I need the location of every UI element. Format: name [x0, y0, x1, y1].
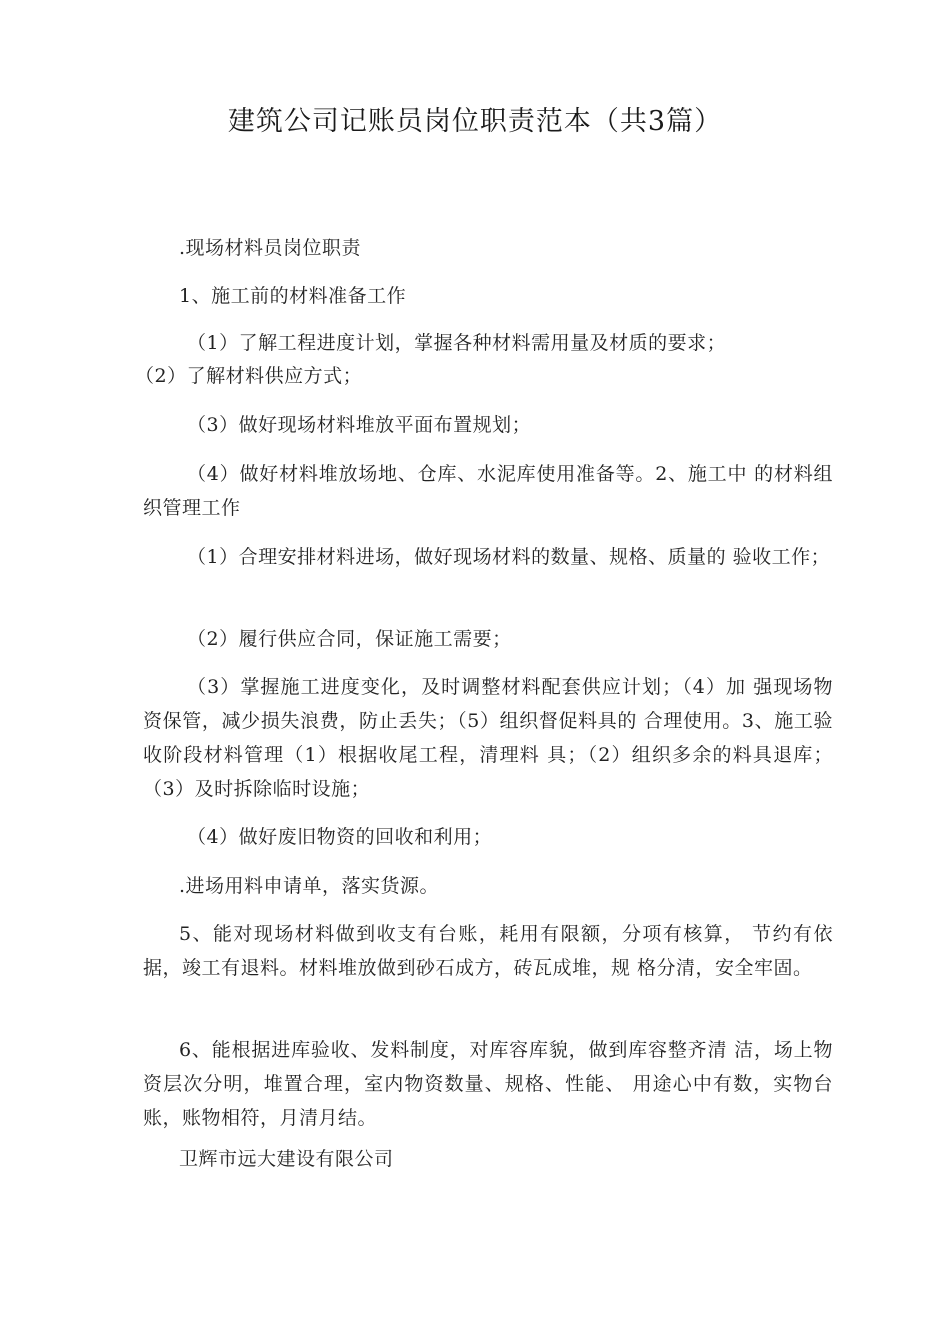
paragraph: .进场用料申请单，落实货源。 [179, 875, 440, 897]
paragraph: 5、能对现场材料做到收支有台账，耗用有限额，分项有核算， 节约有依据，竣工有退料。材料堆放做到砂石成方，砖瓦成堆，规 格分清，安全牢固。 [143, 923, 833, 979]
paragraph: 1、施工前的材料准备工作 [179, 285, 407, 307]
paragraph: （4）做好废旧物资的回收和利用； [187, 826, 493, 848]
paragraph: 6、能根据进库验收、发料制度，对库容库貌，做到库容整齐清 洁，场上物资层次分明，堆置合理，室内物资数量、规格、性能、 用途心中有数，实物台账，账物相符，月清月结。 [143, 1039, 833, 1129]
company-name: 卫辉市远大建设有限公司 [179, 1148, 394, 1170]
document-title: 建筑公司记账员岗位职责范本（共3篇） [227, 106, 723, 137]
paragraph: （2）履行供应合同，保证施工需要； [187, 628, 512, 650]
paragraph: （1）了解工程进度计划，掌握各种材料需用量及材质的要求； [187, 332, 727, 354]
section-heading: .现场材料员岗位职责 [179, 237, 362, 259]
paragraph: （4）做好材料堆放场地、仓库、水泥库使用准备等。2、施工中 的材料组织管理工作 [143, 463, 833, 519]
paragraph: （2）了解材料供应方式； [135, 365, 363, 387]
paragraph: （1）合理安排材料进场，做好现场材料的数量、规格、质量的 验收工作； [187, 546, 831, 568]
paragraph: （3）做好现场材料堆放平面布置规划； [187, 414, 532, 436]
paragraph: （3）掌握施工进度变化，及时调整材料配套供应计划；（4）加 强现场物资保管，减少损失浪费，防止丢失；（5）组织督促料具的 合理使用。3、施工验收阶段材料管理（1）根据收尾工程，清理料 具；（2）组织多余的料具退库；（3）及时拆除临时设施； [143, 676, 833, 800]
